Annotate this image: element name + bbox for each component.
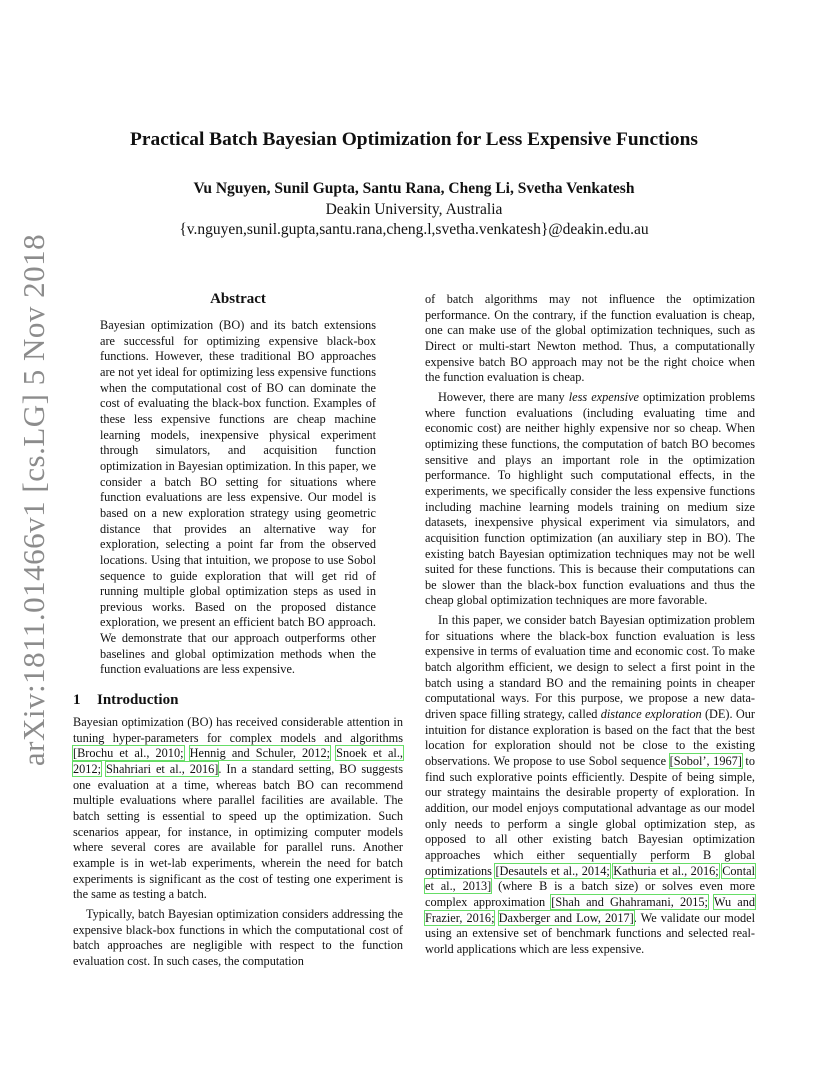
intro-paragraph-1: Bayesian optimization (BO) has received considerable attention in tuning hyper-parameters for complex models and algorithms [Brochu et al., 2010; Hennig and Schuler, 2012; Snoek et al., 2012; Shahriari et al., 2016]. In a standard setting, BO suggests one evaluation at a time, whereas batch BO can recommend multiple evaluations where parallel facilities are available. The batch setting is essential to speed up the optimization. Such scenarios appear, for instance, in optimizing computer models where several cores are available for parallel runs. Another example is in wet-lab experiments, wherein the need for batch experiments is significant as the cost of testing one experiment is the same as testing a batch.: [73, 715, 403, 902]
citation-link[interactable]: [Brochu et al., 2010;: [73, 746, 184, 761]
intro-paragraph-2: Typically, batch Bayesian optimization considers addressing the expensive black-box functions in which the computational cost of batch approaches are negligible with respect to the function evaluation cost. In such cases, the computation: [73, 906, 403, 968]
abstract-body: [100, 318, 376, 682]
affiliation: Deakin University, Australia: [325, 201, 503, 218]
citation-link[interactable]: [Desautels et al., 2014;: [495, 863, 610, 878]
author-list: Vu Nguyen, Sunil Gupta, Santu Rana, Cheng Li, Svetha Venkatesh: [193, 180, 635, 197]
section-heading-introduction: [73, 692, 178, 709]
citation-link[interactable]: Contal et al., 2013]: [425, 863, 755, 894]
author-emails: {v.nguyen,sunil.gupta,santu.rana,cheng.l,svetha.venkatesh}@deakin.edu.au: [179, 221, 649, 238]
abstract-heading: Abstract: [210, 291, 266, 307]
citation-link[interactable]: Wu and Frazier, 2016;: [425, 894, 755, 925]
intro-paragraph-5: In this paper, we consider batch Bayesian optimization problem for situations where the black-box function evaluation is less expensive in terms of evaluation time and economic cost. To make batch algorithm efficient, we design to select a first point in the batch using a standard BO and the remaining points in cheaper computational ways. For this purpose, we propose a new data-driven space filling strategy, called distance exploration (DE). Our intuition for distance exploration is based on the fact that the best location for exploration should not be close to the existing observations. We propose to use Sobol sequence [Sobol’, 1967] to find such explorative points efficiently. Despite of being simple, our strategy maintains the desirable property of exploration. In addition, our model enjoys computational advantage as our model only needs to perform a single global optimization step, as opposed to all other existing batch Bayesian optimization approaches which either sequentially perform B global optimizations [Desautels et al., 2014; Kathuria et al., 2016; Contal et al., 2013] (where B is a batch size) or solves even more complex approximation [Shah and Ghahramani, 2015; Wu and Frazier, 2016; Daxberger and Low, 2017]. We validate our model using an extensive set of benchmark functions and selected real-world applications which are less expensive.: [425, 613, 755, 956]
arxiv-identifier: arXiv:1811.01466v1 [cs.LG] 5 Nov 2018: [16, 233, 51, 767]
citation-link[interactable]: [Sobol’, 1967]: [669, 754, 742, 769]
section-title: Introduction: [97, 692, 179, 708]
intro-paragraph-4: However, there are many less expensive optimization problems where function evaluations (including evaluating time and economic cost) are neither highly expensive nor so cheap. When optimizing these functions, the computation of batch BO becomes sensitive and plays an important role in the optimization performance. To highlight such computational effects, in the experiments, we specifically consider the less expensive functions including machine learning models training on medium size datasets, inexpensive physical experiment via simulators, and acquisition function optimization (an auxiliary step in BO). The existing batch Bayesian optimization techniques may not be well suited for these functions. This is because their computations can be slower than the black-box function evaluations and thus the cheap global optimization techniques are more favorable.: [425, 389, 755, 608]
left-column: [73, 715, 403, 974]
citation-link[interactable]: Kathuria et al., 2016;: [613, 863, 719, 878]
citation-link[interactable]: Daxberger and Low, 2017]: [498, 910, 634, 925]
intro-paragraph-3: of batch algorithms may not influence the optimization performance. On the contrary, if the function evaluation is cheap, one can make use of the global optimization techniques, such as Direct or multi-start Newton method. Thus, a computationally expensive batch BO approach may not be the right choice when the function evaluation is cheap.: [425, 292, 755, 385]
section-number: 1: [73, 692, 81, 708]
paper-title: Practical Batch Bayesian Optimization for Less Expensive Functions: [130, 129, 698, 150]
abstract-text: Bayesian optimization (BO) and its batch extensions are successful for optimizing expensive black-box functions. However, these traditional BO approaches are not yet ideal for optimizing less expensive functions when the computational cost of BO can dominate the cost of evaluating the black-box function. Examples of these less expensive functions are cheap machine learning models, inexpensive physical experiment through simulators, and acquisition function optimization in Bayesian optimization. In this paper, we consider a batch BO setting for situations where function evaluations are less expensive. Our model is based on a new exploration strategy using geometric distance that provides an alternative way for exploration, selecting a point far from the observed locations. Using that intuition, we propose to use Sobol sequence to guide exploration that will get rid of running multiple global optimization steps as used in previous works. Based on the proposed distance exploration, we present an efficient batch BO approach. We demonstrate that our approach outperforms other baselines and global optimization methods when the function evaluations are less expensive.: [100, 318, 376, 677]
citation-link[interactable]: Hennig and Schuler, 2012;: [189, 746, 331, 761]
citation-link[interactable]: Shahriari et al., 2016]: [105, 761, 219, 776]
citation-link[interactable]: [Shah and Ghahramani, 2015;: [551, 894, 708, 909]
citation-link[interactable]: Snoek et al., 2012;: [73, 746, 403, 776]
right-column: [425, 292, 755, 962]
